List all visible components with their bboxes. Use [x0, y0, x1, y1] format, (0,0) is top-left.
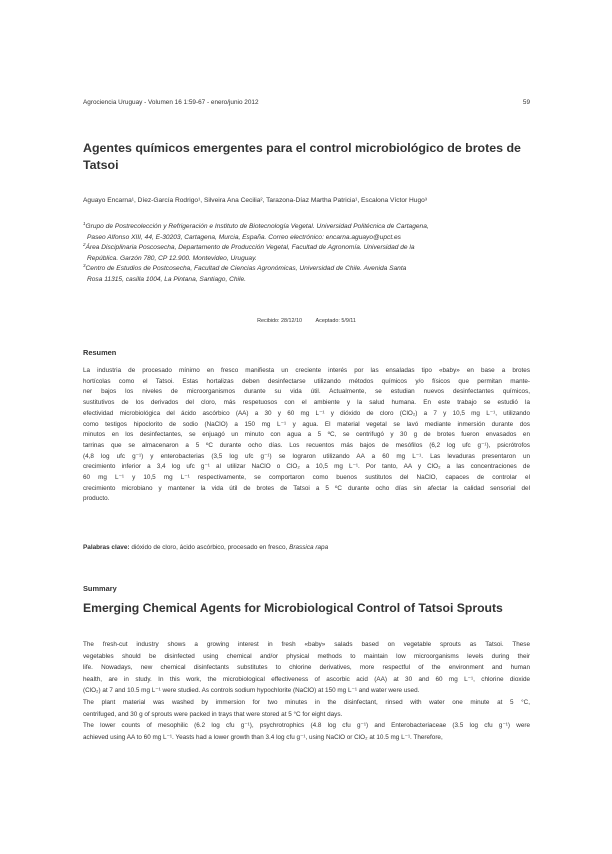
affiliation-line: $^2$Área Disciplinaria Poscosecha, Departamento de Producción Vegetal, Facultad de Agronomía. Universidad de la — [83, 242, 415, 252]
resumen-heading: Resumen — [83, 348, 117, 357]
affiliation-line: Rosa 11315, casilla 1004, La Pintana, Santiago, Chile. — [87, 275, 246, 283]
resumen-line: crecimiento microbiano y mantener la vida útil de brotes de Tatsoi a 5 ºC durante ocho días sin afectar la calidad sensorial del — [83, 484, 530, 492]
summary-line: vegetables should be disinfected using chemical and/or physical methods to maintain low microorganisms levels during their — [83, 652, 530, 660]
affiliation-mark: 2 — [83, 242, 86, 247]
keywords-species: Brassica rapa — [289, 544, 329, 551]
summary-body — [83, 639, 530, 743]
journal-citation: Agrociencia Uruguay - Volumen 16 1:59-67 - enero/junio 2012 — [83, 99, 259, 106]
summary-line: health, are in study. In this work, the microbiological effectiveness of ascorbic acid (AA) at 30 and 60 mg L⁻¹, chlorine dioxide — [83, 675, 530, 683]
keywords-label: Palabras clave: — [83, 544, 130, 551]
article-title-spanish: Agentes químicos emergentes para el control microbiológico de brotes de Tatsoi — [83, 141, 521, 172]
summary-line: The plant material was washed by immersion for two minutes in the disinfectant, rinsed with water one minute at 5 °C, — [83, 698, 530, 706]
resumen-line: producto. — [83, 495, 110, 503]
accepted-date: Aceptado: 5/9/11 — [315, 318, 356, 324]
resumen-line: crecimiento inferior a 3,4 log ufc g⁻¹ al utilizar NaClO o ClO₂ a 10,5 mg L⁻¹. Por tanto, AA y ClO₂ a las concentraciones de — [83, 463, 530, 471]
received-date: Recibido: 28/12/10 — [257, 318, 303, 324]
article-title-english: Emerging Chemical Agents for Microbiological Control of Tatsoi Sprouts — [83, 601, 503, 615]
resumen-line: como testigos hipoclorito de sodio (NaClO) a 150 mg L⁻¹ y agua. El material vegetal se lavó mediante inmersión durante dos — [83, 420, 530, 428]
affiliation-line: $^1$Grupo de Postrecolección y Refrigeración e Instituto de Biotecnología Vegetal. Universidad Politécnica de Cartagena, — [83, 220, 429, 230]
affiliation-mark: 3 — [83, 263, 86, 269]
resumen-line: La industria de procesado mínimo en fresco manifiesta un creciente interés por las ensaladas tipo «baby» en base a brotes — [83, 367, 530, 374]
resumen-line: 60 mg L⁻¹ y 10,5 mg L⁻¹ respectivamente, se comportaron como buenos sustitutos del NaClO, capaces de controlar el — [83, 474, 530, 482]
page-number: 59 — [522, 99, 530, 106]
resumen-line: efectividad microbiológica del ácido ascórbico (AA) a 30 y 60 mg L⁻¹ y dióxido de cloro (ClO₂) a 7 y 10,5 mg L⁻¹, utilizando — [83, 409, 530, 417]
author-list: Aguayo Encarna¹, Díez-García Rodrigo¹, Silveira Ana Cecilia², Tarazona-Díaz Martha Patricia¹, Escalona Víctor Hugo³ — [83, 197, 427, 204]
affiliation-line: República. Garzón 780, CP 12.900. Montevideo, Uruguay. — [87, 254, 257, 262]
summary-line: (ClO₂) at 7 and 10.5 mg L⁻¹ were studied. As controls sodium hypochlorite (NaClO) at 150 mg L⁻¹ and water were used. — [83, 687, 420, 695]
summary-line: life. Nowadays, new chemical disinfectants substitutes to chlorine derivatives, more respectful of the environment and human — [83, 664, 530, 672]
resumen-line: ner bajos los niveles de microorganismos durante su vida útil. Actualmente, se estudian nuevos desinfectantes químicos, — [83, 388, 530, 396]
keywords-text: dióxido de cloro, ácido ascórbico, procesado en fresco, — [131, 544, 288, 551]
affiliation-mark: 1 — [83, 220, 86, 226]
affiliations — [83, 222, 530, 286]
running-head — [83, 99, 530, 106]
resumen-line: (4,8 log ufc g⁻¹) y enterobacterias (3,5 log ufc g⁻¹) se lograron utilizando AA a 60 mg L⁻¹. Las levaduras presentaron un — [83, 452, 530, 460]
summary-heading: Summary — [83, 584, 117, 593]
received-accepted-dates — [83, 318, 530, 324]
resumen-line: hortícolas como el Tatsoi. Estas hortalizas deben desinfectarse utilizando métodos químicos y/o físicos que permitan mante- — [83, 377, 530, 385]
affiliation-line: Paseo Alfonso XIII, 44, E-30203, Cartagena, Murcia, España. Correo electrónico: encarna.aguayo@upct.es — [87, 233, 401, 241]
summary-line: achieved using AA to 60 mg L⁻¹. Yeasts had a lower growth than 3.4 log cfu g⁻¹, using NaClO or ClO₂ at 10.5 mg L⁻¹. Therefore, — [83, 733, 443, 741]
keywords — [83, 544, 530, 551]
resumen-line: minutos en los desinfectantes, se enjuagó un minuto con agua a 5 ºC, se centrifugó y 30 g de brotes fueron envasados en — [83, 431, 530, 439]
resumen-line: sustitutivos de los derivados del cloro, más respetuosos con el ambiente y la salud humana. En este trabajo se estudió la — [83, 399, 530, 407]
summary-line: The fresh-cut industry shows a growing interest in fresh «baby» salads based on vegetable sprouts as Tatsoi. These — [83, 641, 530, 648]
summary-line: The lower counts of mesophilic (6.2 log cfu g⁻¹), psychrotrophics (4.8 log cfu g⁻¹) and Enterobacteriaceae (3.5 log cfu g⁻¹) were — [83, 722, 530, 730]
resumen-body — [83, 366, 530, 505]
affiliation-line: $^3$Centro de Estudios de Postcosecha, Facultad de Ciencias Agronómicas, Universidad de Chile. Avenida Santa — [83, 263, 407, 273]
resumen-line: tarrinas que se almacenaron a 5 ºC durante ocho días. Los recuentos más bajos de mesófilos (6,2 log ufc g⁻¹), psicrótrofos — [83, 441, 530, 449]
summary-line: centrifuged, and 30 g of sprouts were packed in trays that were stored at 5 °C for eight days. — [83, 710, 343, 718]
